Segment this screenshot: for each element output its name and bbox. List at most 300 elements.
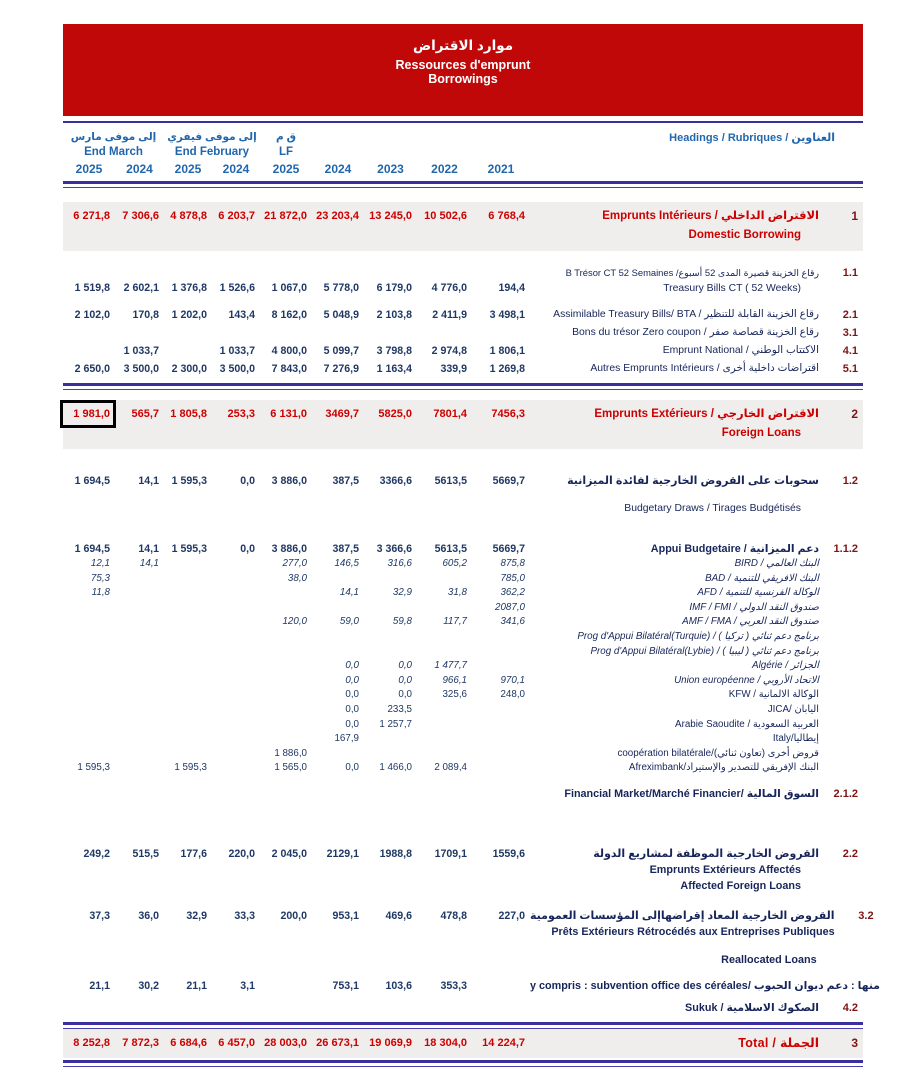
row-label-line: Emprunt National / الاكتتاب الوطني xyxy=(662,345,819,356)
row-number xyxy=(827,747,863,748)
row-label xyxy=(530,645,827,660)
value-cell xyxy=(312,645,364,646)
value-cell xyxy=(212,659,260,660)
value-cell xyxy=(164,688,212,689)
value-cell xyxy=(260,732,312,733)
value-cell: 4 800,0 xyxy=(271,345,307,357)
value-cell: 2 411,9 xyxy=(432,309,467,321)
table-body xyxy=(63,202,880,1067)
table-row-1.1.2 xyxy=(63,541,863,557)
row-label-line: Prog d'Appui Bilatéral(Lybie) / برنامج دعم ثنائي ( ليبيا ) xyxy=(590,645,819,657)
value-cell: 3469,7 xyxy=(325,408,359,420)
row-label-line: BAD / البنك الافريقي للتنمية xyxy=(705,572,819,584)
value-cell: 167,9 xyxy=(334,733,359,745)
table-row xyxy=(63,747,863,762)
row-label-line: KFW / الوكالة الالمانية xyxy=(728,689,819,701)
value-cell xyxy=(63,674,115,675)
value-cell: 0,0 xyxy=(345,674,359,686)
row-number: 4.1 xyxy=(842,345,858,357)
value-cell xyxy=(63,1000,115,1001)
table-header xyxy=(63,130,863,178)
title-french: Ressources d'emprunt xyxy=(395,58,531,72)
value-cell xyxy=(472,325,530,326)
row-label-line: Reallocated Loans xyxy=(721,953,817,966)
value-cell: 7456,3 xyxy=(491,408,525,420)
table-row xyxy=(63,674,863,689)
value-cell: 953,1 xyxy=(332,909,359,922)
value-cell xyxy=(164,703,212,704)
value-cell: 59,8 xyxy=(392,616,412,628)
value-cell: 6 457,0 xyxy=(218,1036,255,1049)
value-cell xyxy=(212,325,260,326)
value-cell xyxy=(364,325,417,326)
table-row-2.2 xyxy=(63,846,863,894)
value-cell xyxy=(164,645,212,646)
value-cell xyxy=(312,1000,364,1001)
row-label xyxy=(530,703,827,718)
value-cell xyxy=(312,630,364,631)
value-cell: 0,0 xyxy=(398,689,412,701)
row-label-line: AMF / FMA / صندوق النقد العربي xyxy=(682,616,819,628)
value-cell: 38,0 xyxy=(287,572,307,584)
value-cell xyxy=(212,601,260,602)
value-cell: 32,9 xyxy=(392,587,412,599)
value-cell xyxy=(212,703,260,704)
row-number xyxy=(827,645,863,646)
year-col-4: 2024 xyxy=(222,162,250,176)
header-divider xyxy=(63,181,863,188)
value-cell xyxy=(115,572,164,573)
row-number: 2.1 xyxy=(842,309,858,321)
row-number xyxy=(888,978,907,979)
row-label-line: Sukuk / الصكوك الاسلامية xyxy=(685,1001,819,1014)
row-label xyxy=(530,674,827,689)
value-cell: 1 694,5 xyxy=(74,475,110,487)
value-cell: 59,0 xyxy=(339,616,359,628)
value-cell xyxy=(212,630,260,631)
value-cell: 966,1 xyxy=(442,674,467,686)
value-cell: 1 886,0 xyxy=(274,747,307,759)
value-cell: 387,5 xyxy=(332,475,359,487)
value-cell: 1 477,7 xyxy=(434,660,467,672)
value-cell xyxy=(312,747,364,748)
value-cell xyxy=(417,747,472,748)
value-cell xyxy=(260,674,312,675)
value-cell: 0,0 xyxy=(240,475,255,487)
value-cell xyxy=(63,659,115,660)
value-cell xyxy=(212,572,260,573)
row-number xyxy=(827,688,863,689)
value-cell xyxy=(164,586,212,587)
value-cell xyxy=(472,761,530,762)
table-row-1.1 xyxy=(63,265,863,297)
row-label-line: Bons du trésor Zero coupon / رقاع الخزينة قصاصة صفر xyxy=(572,327,819,338)
row-label-line: JICA/ اليابان xyxy=(767,703,819,715)
row-number: 1.1 xyxy=(842,267,858,279)
value-cell: 5613,5 xyxy=(434,475,467,487)
value-cell xyxy=(364,1000,417,1001)
value-cell: 4 878,8 xyxy=(170,210,207,222)
row-number xyxy=(827,601,863,602)
value-cell xyxy=(63,732,115,733)
table-row-4.1 xyxy=(63,343,863,359)
value-cell: 6 768,4 xyxy=(488,210,525,222)
row-label-line: Treasury Bills CT ( 52 Weeks) xyxy=(663,283,801,294)
value-cell: 7 843,0 xyxy=(271,363,307,375)
value-cell: 143,4 xyxy=(228,309,255,321)
value-cell: 0,0 xyxy=(345,689,359,701)
title-banner xyxy=(63,24,863,116)
value-cell xyxy=(260,645,312,646)
value-cell: 2 089,4 xyxy=(434,762,467,774)
row-number: 2.2 xyxy=(842,847,858,860)
value-cell xyxy=(260,978,312,979)
value-cell xyxy=(63,615,115,616)
value-cell: 3366,6 xyxy=(379,475,412,487)
value-cell xyxy=(472,732,530,733)
col-group-end-march-ar: إلى موفى مارس xyxy=(70,131,157,143)
value-cell: 6 684,6 xyxy=(170,1036,207,1049)
title-arabic: موارد الاقتراض xyxy=(412,38,514,53)
value-cell: 3 500,0 xyxy=(123,363,159,375)
value-cell xyxy=(260,1000,312,1001)
row-label xyxy=(530,615,827,630)
value-cell xyxy=(212,674,260,675)
value-cell: 120,0 xyxy=(282,616,307,628)
value-cell: 469,6 xyxy=(385,909,412,922)
banner-divider xyxy=(63,121,863,123)
value-cell: 253,3 xyxy=(227,408,255,420)
value-cell: 6 131,0 xyxy=(270,408,307,420)
row-label xyxy=(530,207,827,245)
value-cell: 875,8 xyxy=(500,558,525,569)
value-cell xyxy=(115,761,164,762)
value-cell: 1 694,5 xyxy=(74,543,110,555)
value-cell: 325,6 xyxy=(442,689,467,701)
value-cell: 1 526,6 xyxy=(219,282,255,294)
value-cell: 1709,1 xyxy=(434,847,467,860)
row-number xyxy=(827,718,863,719)
value-cell: 2129,1 xyxy=(326,847,359,860)
value-cell xyxy=(212,615,260,616)
row-label-line: coopération bilatérale/قروض أخرى (تعاون ثنائي) xyxy=(617,747,819,759)
value-cell: 2 103,8 xyxy=(376,309,412,321)
value-cell: 5 778,0 xyxy=(323,282,359,294)
row-number: 3.2 xyxy=(858,909,874,922)
row-number: 5.1 xyxy=(842,363,858,375)
value-cell: 31,8 xyxy=(447,587,467,599)
row-label xyxy=(530,572,827,587)
value-cell: 6 271,8 xyxy=(73,210,110,222)
value-cell xyxy=(312,601,364,602)
row-number: 4.2 xyxy=(842,1001,858,1014)
year-col-9: 2021 xyxy=(487,162,515,176)
value-cell: 1559,6 xyxy=(492,847,525,860)
year-col-3: 2025 xyxy=(174,162,202,176)
value-cell xyxy=(364,572,417,573)
row-number: 2 xyxy=(851,407,858,421)
value-cell: 6 179,0 xyxy=(376,282,412,294)
row-label-line: y compris : subvention office des céréales/ منها : دعم ديوان الحبوب xyxy=(530,979,880,992)
value-cell xyxy=(212,586,260,587)
value-cell xyxy=(63,703,115,704)
row-label xyxy=(530,325,827,341)
value-cell xyxy=(63,601,115,602)
value-cell xyxy=(115,586,164,587)
value-cell: 2 650,0 xyxy=(74,363,110,375)
value-cell: 785,0 xyxy=(500,572,525,584)
value-cell: 170,8 xyxy=(132,309,159,321)
value-cell: 21,1 xyxy=(89,979,110,992)
value-cell: 0,0 xyxy=(345,660,359,672)
table-row-3 xyxy=(63,1029,863,1058)
value-cell xyxy=(417,325,472,326)
value-cell: 1 595,3 xyxy=(77,762,110,774)
row-label xyxy=(530,630,827,645)
value-cell: 5613,5 xyxy=(434,543,467,555)
col-group-end-march: End March xyxy=(84,146,143,158)
value-cell: 26 673,1 xyxy=(316,1036,359,1049)
row-label xyxy=(530,541,827,557)
value-cell: 1 466,0 xyxy=(379,762,412,774)
value-cell xyxy=(472,659,530,660)
row-label xyxy=(530,718,827,733)
row-number xyxy=(827,703,863,704)
value-cell xyxy=(115,615,164,616)
row-label xyxy=(530,732,827,747)
value-cell: 3 500,0 xyxy=(219,363,255,375)
value-cell xyxy=(364,601,417,602)
value-cell: 387,5 xyxy=(332,543,359,555)
table-row xyxy=(63,703,863,718)
col-group-end-february: End February xyxy=(174,146,250,158)
value-cell xyxy=(63,747,115,748)
value-cell xyxy=(164,601,212,602)
value-cell: 0,0 xyxy=(345,703,359,715)
table-row xyxy=(63,659,863,674)
row-label xyxy=(530,307,827,323)
value-cell xyxy=(115,601,164,602)
value-cell: 233,5 xyxy=(387,703,412,715)
table-row xyxy=(63,586,863,601)
value-cell: 220,0 xyxy=(228,847,255,860)
value-cell: 7 872,3 xyxy=(122,1036,159,1049)
value-cell xyxy=(260,659,312,660)
value-cell: 11,8 xyxy=(91,587,110,599)
value-cell: 14,1 xyxy=(138,475,159,487)
row-label-line: Prog d'Appui Bilatéral(Turquie) / برنامج دعم ثنائي ( تركيا ) xyxy=(577,630,819,642)
row-label-line: IMF / FMI / صندوق النقد الدولي xyxy=(689,601,819,613)
row-label-line: Emprunts Extérieurs Affectés xyxy=(649,863,801,876)
value-cell: 1988,8 xyxy=(379,847,412,860)
table-row xyxy=(63,688,863,703)
value-cell xyxy=(260,718,312,719)
row-label-line: Algérie / الجزائر xyxy=(752,660,819,672)
value-cell xyxy=(63,325,115,326)
row-label-line: Emprunts Extérieurs / الاقتراض الخارجي xyxy=(594,408,819,420)
value-cell: 0,0 xyxy=(345,762,359,774)
row-label xyxy=(530,786,827,802)
value-cell xyxy=(164,732,212,733)
value-cell: 339,9 xyxy=(440,363,467,375)
row-label-line: Foreign Loans xyxy=(721,427,801,439)
row-label xyxy=(530,361,827,377)
value-cell: 5 099,7 xyxy=(323,345,359,357)
value-cell: 5 048,9 xyxy=(323,309,359,321)
value-cell: 12,1 xyxy=(90,558,110,569)
table-row xyxy=(63,978,880,994)
table-row xyxy=(63,718,863,733)
table-row-2.1.2 xyxy=(63,786,863,802)
table-row xyxy=(63,732,863,747)
table-row-1 xyxy=(63,202,863,251)
value-cell: 341,6 xyxy=(500,616,525,628)
row-number xyxy=(827,615,863,616)
value-cell: 7 306,6 xyxy=(122,210,159,222)
value-cell: 14,1 xyxy=(339,587,359,599)
value-cell xyxy=(164,325,212,326)
row-label xyxy=(530,343,827,359)
value-cell: 8 162,0 xyxy=(271,309,307,321)
value-cell xyxy=(260,586,312,587)
value-cell: 1 033,7 xyxy=(123,345,159,357)
value-cell: 605,2 xyxy=(442,558,467,569)
value-cell xyxy=(115,659,164,660)
row-label-line: Prêts Extérieurs Rétrocédés aux Entreprises Publiques xyxy=(551,925,835,938)
value-cell xyxy=(115,674,164,675)
year-col-6: 2024 xyxy=(324,162,352,176)
value-cell xyxy=(164,343,212,344)
value-cell: 194,4 xyxy=(498,282,525,294)
row-label-line: Budgetary Draws / Tirages Budgétisés xyxy=(624,503,801,514)
value-cell xyxy=(417,732,472,733)
year-col-1: 2025 xyxy=(75,162,103,176)
value-cell xyxy=(63,688,115,689)
row-label xyxy=(530,1000,827,1016)
value-cell: 8 252,8 xyxy=(73,1036,110,1049)
value-cell: 6 203,7 xyxy=(218,210,255,222)
value-cell: 3 366,6 xyxy=(376,543,412,555)
value-cell xyxy=(212,761,260,762)
table-row-3.1 xyxy=(63,325,863,341)
value-cell: 117,7 xyxy=(443,616,467,628)
row-label-line: Union européenne / الاتحاد الأروبي xyxy=(674,674,819,686)
row-label xyxy=(530,405,827,443)
value-cell: 1 595,3 xyxy=(171,475,207,487)
value-cell xyxy=(472,718,530,719)
value-cell: 2 102,0 xyxy=(74,309,110,321)
value-cell xyxy=(260,786,312,787)
value-cell: 3 798,8 xyxy=(376,345,412,357)
row-number: 1.1.2 xyxy=(833,543,858,555)
value-cell: 353,3 xyxy=(440,979,467,992)
row-label-line: Affected Foreign Loans xyxy=(680,879,801,892)
value-cell xyxy=(417,630,472,631)
value-cell xyxy=(164,615,212,616)
value-cell: 1 805,8 xyxy=(170,408,207,420)
value-cell: 14,1 xyxy=(138,543,159,555)
value-cell xyxy=(212,747,260,748)
value-cell xyxy=(260,688,312,689)
value-cell: 227,0 xyxy=(498,909,525,922)
value-cell xyxy=(115,325,164,326)
table-row-4.2 xyxy=(63,1000,863,1016)
value-cell: 5669,7 xyxy=(492,543,525,555)
value-cell: 0,0 xyxy=(345,718,359,730)
row-number: 2.1.2 xyxy=(833,787,858,800)
row-label xyxy=(530,1034,827,1052)
value-cell: 3 498,1 xyxy=(489,309,525,321)
value-cell: 0,0 xyxy=(240,543,255,555)
row-label-line: القروض الخارجية الموظفة لمشاريع الدولة xyxy=(593,847,819,860)
year-col-7: 2023 xyxy=(377,162,404,176)
value-cell: 1 806,1 xyxy=(489,345,525,357)
value-cell: 478,8 xyxy=(440,909,467,922)
row-label-line xyxy=(530,489,827,501)
value-cell: 2 974,8 xyxy=(431,345,467,357)
row-label-line: BIRD / البنك العالمي xyxy=(734,558,819,569)
value-cell: 18 304,0 xyxy=(424,1036,467,1049)
value-cell: 3 886,0 xyxy=(271,475,307,487)
value-cell: 1 257,7 xyxy=(379,718,412,730)
row-label xyxy=(530,601,827,616)
value-cell: 36,0 xyxy=(138,909,159,922)
table-row xyxy=(63,601,863,616)
value-cell xyxy=(417,786,472,787)
value-cell xyxy=(115,786,164,787)
col-group-lf-ar: ق م xyxy=(275,131,296,143)
value-cell: 30,2 xyxy=(138,979,159,992)
value-cell xyxy=(472,786,530,787)
year-col-5: 2025 xyxy=(272,162,300,176)
table-row-1.2 xyxy=(63,473,863,517)
row-number xyxy=(827,761,863,762)
value-cell xyxy=(364,786,417,787)
value-cell xyxy=(312,325,364,326)
row-number: 1.2 xyxy=(842,475,858,487)
value-cell: 14,1 xyxy=(139,558,159,569)
value-cell xyxy=(472,747,530,748)
value-cell: 970,1 xyxy=(500,674,525,686)
value-cell xyxy=(115,688,164,689)
value-cell xyxy=(260,630,312,631)
section-divider xyxy=(63,1022,863,1029)
value-cell: 200,0 xyxy=(280,909,307,922)
headings-rubriques-label: Headings / Rubriques / العناوين xyxy=(669,132,835,144)
header-years-row xyxy=(63,161,863,178)
row-number xyxy=(827,659,863,660)
row-label-line: Afreximbank/البنك الإفريقي للتصدير والإستيراد xyxy=(628,762,819,774)
value-cell xyxy=(364,630,417,631)
value-cell xyxy=(212,786,260,787)
row-label xyxy=(530,846,827,894)
value-cell: 7 276,9 xyxy=(323,363,359,375)
row-label xyxy=(530,978,888,994)
table-row xyxy=(63,645,863,660)
row-number xyxy=(827,732,863,733)
table-row xyxy=(63,761,863,776)
value-cell: 146,5 xyxy=(334,558,359,569)
document-page xyxy=(63,0,880,1067)
row-label xyxy=(530,761,827,776)
value-cell xyxy=(312,786,364,787)
row-label xyxy=(530,908,843,968)
value-cell: 4 776,0 xyxy=(431,282,467,294)
value-cell: 13 245,0 xyxy=(369,210,412,222)
table-row xyxy=(63,615,863,630)
table-row-2.1 xyxy=(63,307,863,323)
value-cell: 2 045,0 xyxy=(271,847,307,860)
